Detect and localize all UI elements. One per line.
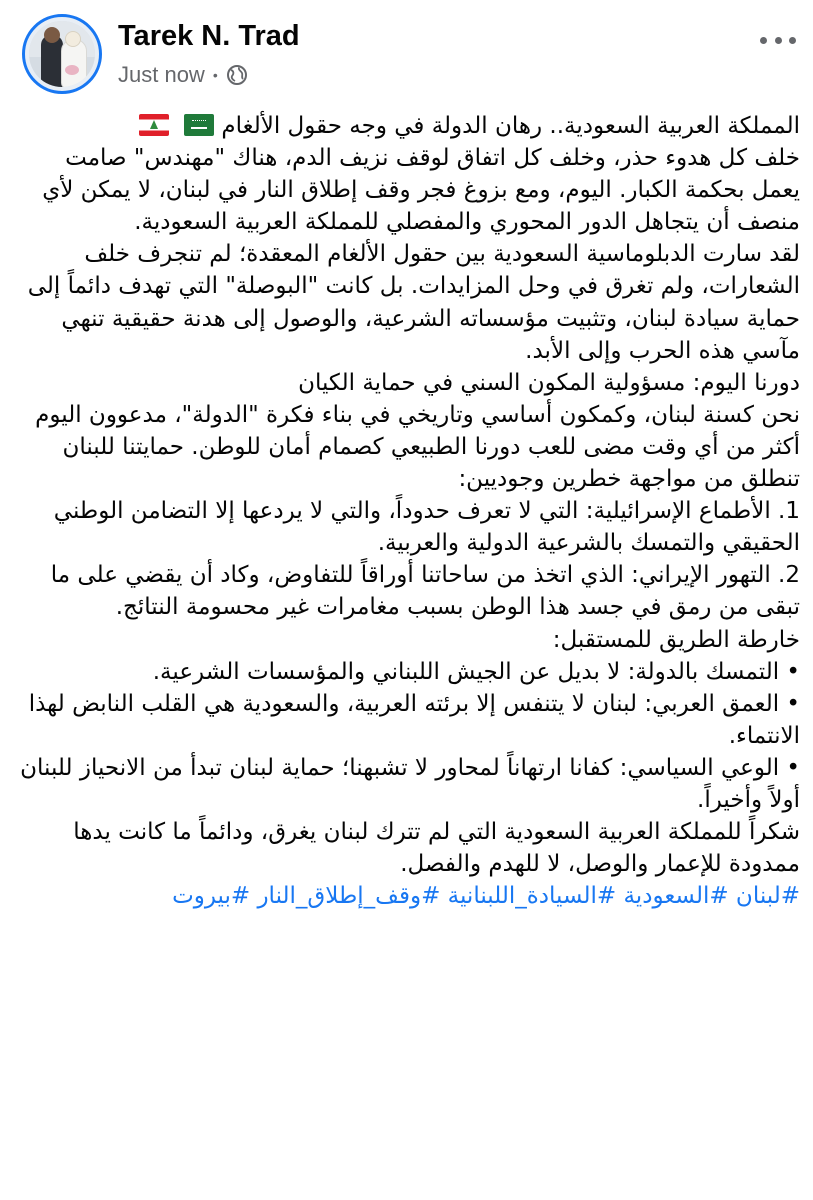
paragraph: لقد سارت الدبلوماسية السعودية بين حقول الألغام المعقدة؛ لم تنجرف خلف الشعارات، ولم تغرق في وحل المزايدات. بل كانت "البوصلة" التي تهدف دائماً إلى حماية سيادة لبنان، وتثبيت مؤسساته الشرعية، والوصول إلى هدنة حقيقية تنهي مآسي هذه الحرب وإلى الأبد.: [27, 241, 800, 364]
avatar-photo: [29, 21, 95, 87]
author-name[interactable]: Tarek N. Trad: [118, 20, 300, 52]
bullet-item: • العمق العربي: لبنان لا يتنفس إلا برئته العربية، والسعودية هي القلب النابض لهذا الانتماء.: [28, 690, 800, 749]
saudi-flag-icon: [184, 114, 214, 136]
section-heading: خارطة الطريق للمستقبل:: [552, 626, 800, 653]
list-item: 1. الأطماع الإسرائيلية: التي لا تعرف حدوداً، والتي لا يردعها إلا التضامن الوطني الحقيقي والتمسك بالشرعية الدولية والعربية.: [53, 498, 800, 557]
paragraph: خلف كل هدوء حذر، وخلف كل اتفاق لوقف نزيف الدم، هناك "مهندس" صامت يعمل بحكمة الكبار. اليوم، ومع بزوغ فجر وقف إطلاق النار في لبنان، لا يمكن لأي منصف أن يتجاهل الدور المحوري والمفصلي للمملكة العربية السعودية.: [42, 145, 800, 236]
paragraph: شكراً للمملكة العربية السعودية التي لم تترك لبنان يغرق، ودائماً ما كانت يدها ممدودة للإعمار والوصل، لا للهدم والفصل.: [73, 819, 800, 878]
more-options-icon[interactable]: [760, 28, 796, 52]
post-title: المملكة العربية السعودية.. رهان الدولة في وجه حقول الألغام: [221, 113, 800, 139]
paragraph: نحن كسنة لبنان، وكمكون أساسي وتاريخي في بناء فكرة "الدولة"، مدعوون اليوم أكثر من أي وقت مضى للعب دورنا الطبيعي كصمام أمان للوطن. حمايتنا للبنان تنطلق من مواجهة خطرين وجوديين:: [35, 401, 800, 493]
post-timestamp[interactable]: Just now: [118, 62, 205, 87]
list-item: 2. التهور الإيراني: الذي اتخذ من ساحاتنا أوراقاً للتفاوض، وكاد أن يقضي على ما تبقى من رمق في جسد هذا الوطن بسبب مغامرات غير محسومة النتائج.: [50, 562, 800, 621]
bullet-item: • التمسك بالدولة: لا بديل عن الجيش اللبناني والمؤسسات الشرعية.: [152, 658, 800, 685]
post-header: [0, 0, 813, 110]
lebanon-flag-icon: [139, 114, 169, 136]
bullet-item: • الوعي السياسي: كفانا ارتهاناً لمحاور لا تشبهنا؛ حماية لبنان تبدأ من الانحياز للبنان أولاً وأخيراً.: [20, 754, 800, 813]
meta-separator: •: [212, 67, 218, 83]
post-title-line: [12, 110, 800, 142]
avatar[interactable]: [22, 14, 102, 94]
post-body: [12, 110, 800, 1195]
hashtags[interactable]: #لبنان #السعودية #السيادة_اللبنانية #وقف_إطلاق_النار #بيروت: [172, 883, 800, 910]
section-heading: دورنا اليوم: مسؤولية المكون السني في حماية الكيان: [298, 369, 800, 396]
globe-icon[interactable]: [226, 64, 248, 86]
post-meta: [118, 62, 248, 88]
